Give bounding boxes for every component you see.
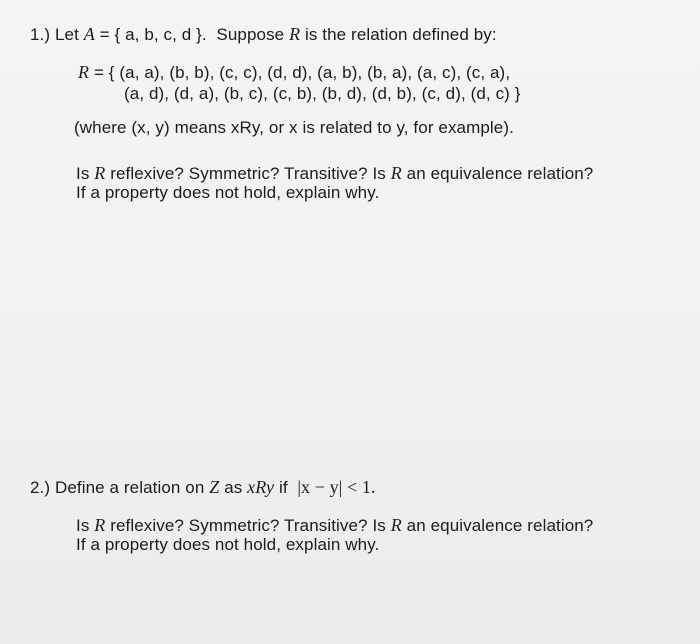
problem-1-set-body: = { a, b, c, d }. [99,25,207,44]
problem-2-question-end: an equivalence relation? [406,516,594,535]
problem-2-question-is: Is [76,516,90,535]
problem-2-question [76,515,593,536]
problem-2-if: if [278,478,288,497]
problem-2-header [30,477,376,498]
problem-1-header [30,24,497,45]
notation-note: (where (x, y) means xRy, or x is related to y, for example). [74,118,514,137]
problem-2-condition: |x − y| < 1. [297,477,376,497]
problem-1-let: Let [54,25,79,44]
problem-1-question-end: an equivalence relation? [406,164,594,183]
problem-2-define: Define a relation on [54,478,205,497]
problem-1-suppose: Suppose [216,25,285,44]
problem-1-question-rel-2: R [390,163,402,183]
problem-1-header-rest: is the relation defined by: [305,25,497,44]
problem-2-question-rel: R [94,515,106,535]
problem-1-relation-name: R [289,24,301,44]
problem-1-question-mid: reflexive? Symmetric? Transitive? Is [110,164,386,183]
problem-2-explain: If a property does not hold, explain why. [76,535,380,554]
problem-2-question-rel-2: R [390,515,402,535]
problem-1-question-rel: R [94,163,106,183]
relation-definition-line-2 [124,84,521,104]
problem-2-number: 2.) [30,478,51,497]
problem-1-number: 1.) [30,25,51,44]
problem-1-set-name: A [83,24,95,44]
problem-2-question-mid: reflexive? Symmetric? Transitive? Is [110,516,386,535]
problem-1-question [76,163,593,184]
problem-2-set: Z [209,477,220,497]
relation-pairs-2: (a, d), (d, a), (b, c), (c, b), (b, d), (d, b), (c, d), (d, c) } [124,84,521,103]
problem-2-relation: xRy [247,477,275,497]
relation-symbol: R [78,62,90,82]
problem-2-as: as [224,478,243,497]
problem-1-question-is: Is [76,164,90,183]
relation-pairs-1: = { (a, a), (b, b), (c, c), (d, d), (a, b), (b, a), (a, c), (c, a), [93,63,511,82]
relation-definition-line-1 [78,62,510,83]
problem-1-explain: If a property does not hold, explain why. [76,183,380,202]
